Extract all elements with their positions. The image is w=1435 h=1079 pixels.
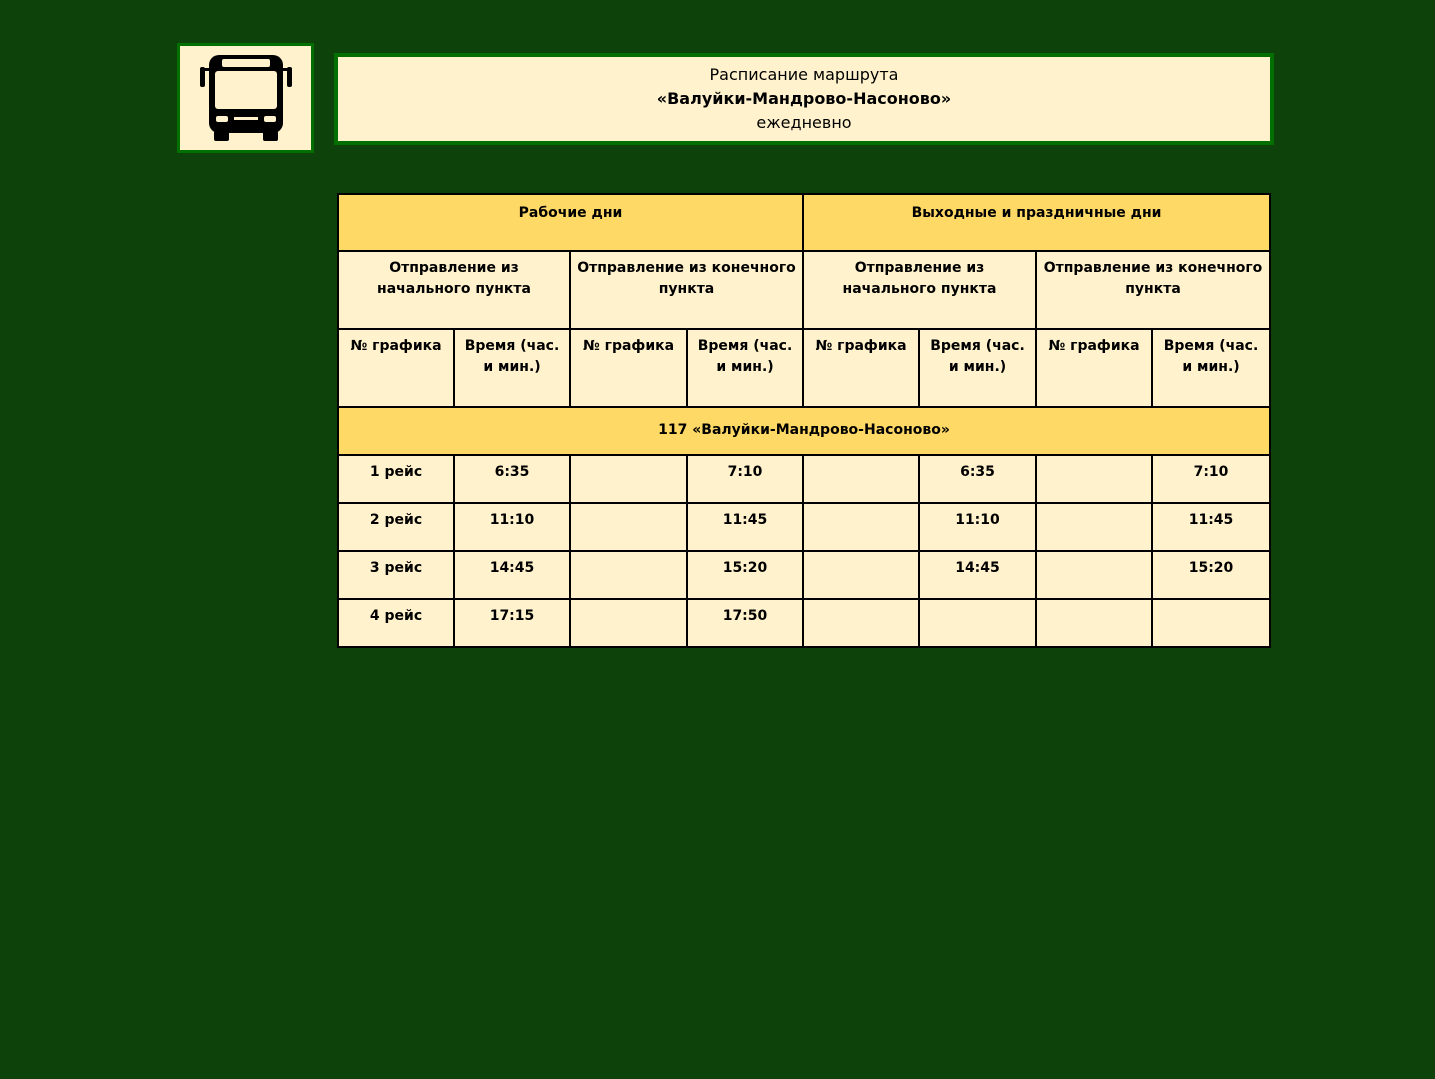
trip-cell [803,503,919,551]
direction-header: Отправление из конечного пункта [1036,251,1270,329]
direction-header: Отправление из начального пункта [803,251,1036,329]
group-weekends: Выходные и праздничные дни [803,194,1270,251]
time-cell: 17:50 [687,599,803,647]
time-cell: 11:45 [687,503,803,551]
bus-logo [177,43,314,153]
time-cell: 11:45 [1152,503,1270,551]
table-row [338,551,1270,599]
time-cell: 7:10 [1152,455,1270,503]
direction-header-row [338,251,1270,329]
trip-cell [803,599,919,647]
trip-cell [803,551,919,599]
direction-header: Отправление из начального пункта [338,251,570,329]
group-weekdays: Рабочие дни [338,194,803,251]
column-header-row [338,329,1270,407]
column-header: № графика [1036,329,1152,407]
time-cell: 7:10 [687,455,803,503]
bus-icon [200,55,292,141]
time-cell: 11:10 [454,503,570,551]
trip-cell [1036,551,1152,599]
trip-cell [1036,599,1152,647]
trip-cell [1036,503,1152,551]
time-cell [1152,599,1270,647]
route-name: «Валуйки-Мандрово-Насоново» [656,89,952,108]
time-cell: 14:45 [454,551,570,599]
direction-header: Отправление из конечного пункта [570,251,803,329]
column-header: № графика [803,329,919,407]
group-header-row [338,194,1270,251]
time-cell [919,599,1036,647]
table-row [338,455,1270,503]
trip-cell [570,551,687,599]
time-cell: 6:35 [919,455,1036,503]
table-row [338,503,1270,551]
schedule-title-panel [334,53,1274,145]
column-header: Время (час. и мин.) [919,329,1036,407]
trip-cell [1036,455,1152,503]
trip-cell [570,599,687,647]
route-row [338,407,1270,455]
time-cell: 15:20 [687,551,803,599]
route-title: 117 «Валуйки-Мандрово-Насоново» [338,407,1270,455]
trip-cell [803,455,919,503]
trip-cell: 4 рейс [338,599,454,647]
schedule-table [337,193,1271,648]
trip-cell: 3 рейс [338,551,454,599]
trip-cell [570,455,687,503]
time-cell: 15:20 [1152,551,1270,599]
table-row [338,599,1270,647]
trip-cell: 2 рейс [338,503,454,551]
time-cell: 11:10 [919,503,1036,551]
column-header: Время (час. и мин.) [454,329,570,407]
column-header: № графика [570,329,687,407]
trip-cell [570,503,687,551]
column-header: Время (час. и мин.) [687,329,803,407]
column-header: Время (час. и мин.) [1152,329,1270,407]
column-header: № графика [338,329,454,407]
time-cell: 14:45 [919,551,1036,599]
trip-cell: 1 рейс [338,455,454,503]
frequency: ежедневно [756,113,852,132]
time-cell: 6:35 [454,455,570,503]
title-line: Расписание маршрута [709,65,899,84]
time-cell: 17:15 [454,599,570,647]
